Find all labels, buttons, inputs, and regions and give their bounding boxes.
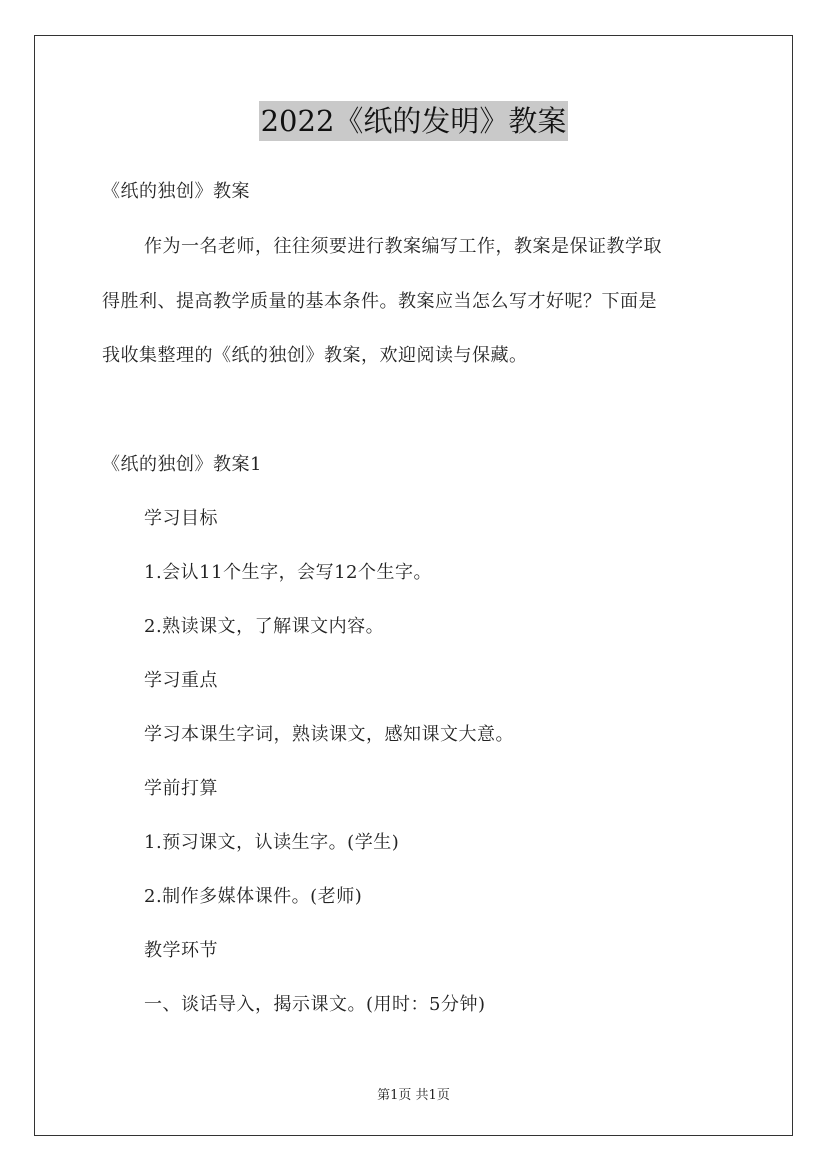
item-prep-1: 1.预习课文，认读生字。(学生) (144, 832, 400, 853)
title-container (0, 101, 827, 141)
item-goal-2: 2.熟读课文，了解课文内容。 (144, 616, 385, 637)
intro-line-1: 作为一名老师，往往须要进行教案编写工作，教案是保证教学取 (144, 236, 662, 257)
document-title: 2022《纸的发明》教案 (259, 101, 569, 141)
item-teaching-steps: 教学环节 (144, 940, 218, 961)
item-key-points-text: 学习本课生字词，熟读课文，感知课文大意。 (144, 724, 514, 745)
intro-line-3: 我收集整理的《纸的独创》教案，欢迎阅读与保藏。 (102, 345, 528, 366)
item-prep-2: 2.制作多媒体课件。(老师) (144, 886, 363, 907)
item-step-1: 一、谈话导入，揭示课文。(用时：5分钟) (144, 994, 486, 1015)
intro-line-2: 得胜利、提高教学质量的基本条件。教案应当怎么写才好呢？下面是 (102, 291, 657, 312)
section-heading: 《纸的独创》教案1 (102, 454, 262, 475)
item-key-points: 学习重点 (144, 670, 218, 691)
item-learning-goals: 学习目标 (144, 508, 218, 529)
page-number-footer: 第1页 共1页 (377, 1088, 450, 1103)
item-goal-1: 1.会认11个生字，会写12个生字。 (144, 562, 432, 583)
subtitle: 《纸的独创》教案 (102, 181, 250, 202)
item-preparation: 学前打算 (144, 778, 218, 799)
